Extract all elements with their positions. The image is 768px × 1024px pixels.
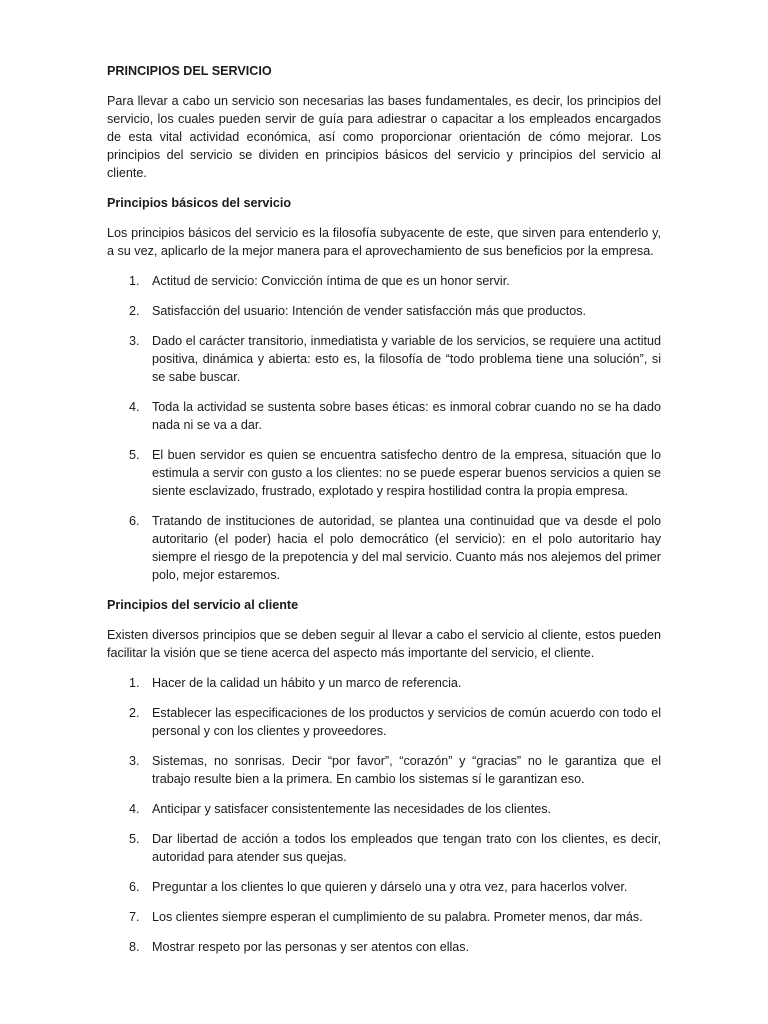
intro-paragraph: Para llevar a cabo un servicio son necesarias las bases fundamentales, es decir, los principios del servicio, los cuales pueden servir de guía para adiestrar o capacitar a los empleados encargados de esta vital actividad económica, así como proporcionar orientación de cómo mejorar. Los principios del servicio se dividen en principios básicos del servicio y principios del servicio al cliente. — [107, 94, 661, 180]
list-item — [107, 446, 661, 500]
list-item — [107, 398, 661, 434]
list-item — [107, 512, 661, 584]
list-item — [107, 830, 661, 866]
list-item-text: El buen servidor es quien se encuentra satisfecho dentro de la empresa, situación que lo estimula a servir con gusto a los clientes: no se puede esperar buenos servicios a quien se siente esclavizado, frustrado, explotado y respira hostilidad contra la propia empresa. — [152, 448, 661, 498]
list-item-number: 3. — [129, 754, 140, 768]
list-item — [107, 272, 661, 290]
list-item-text: Tratando de instituciones de autoridad, se plantea una continuidad que va desde el polo autoritario (el poder) hacia el polo democrático (el servicio): en el polo autoritario hay siempre el riesgo de la prepotencia y del mal servicio. Cuanto más nos alejemos del primer polo, mejor estaremos. — [152, 514, 661, 582]
list-item-number: 4. — [129, 400, 140, 414]
list-item — [107, 332, 661, 386]
list-item-text: Toda la actividad se sustenta sobre bases éticas: es inmoral cobrar cuando no se ha dado nada ni se va a dar. — [152, 400, 661, 432]
list-item — [107, 908, 661, 926]
list-item-text: Dado el carácter transitorio, inmediatista y variable de los servicios, se requiere una actitud positiva, dinámica y abierta: esto es, la filosofía de “todo problema tiene una solución”, si se sabe buscar. — [152, 334, 661, 384]
list-item-number: 1. — [129, 676, 140, 690]
list-item — [107, 302, 661, 320]
list-principios-basicos — [107, 272, 661, 584]
list-item-text: Dar libertad de acción a todos los empleados que tengan trato con los clientes, es decir, autoridad para atender sus quejas. — [152, 832, 661, 864]
document-page — [107, 62, 661, 956]
list-item-number: 2. — [129, 304, 140, 318]
list-item-text: Sistemas, no sonrisas. Decir “por favor”, “corazón” y “gracias” no le garantiza que el trabajo resulte bien a la primera. En cambio los sistemas sí le garantizan eso. — [152, 754, 661, 786]
list-item — [107, 878, 661, 896]
document-title: PRINCIPIOS DEL SERVICIO — [107, 64, 272, 78]
section-paragraph-basicos: Los principios básicos del servicio es la filosofía subyacente de este, que sirven para entenderlo y, a su vez, aplicarlo de la mejor manera para el aprovechamiento de sus beneficios por la empresa. — [107, 226, 661, 258]
list-item — [107, 938, 661, 956]
list-principios-cliente — [107, 674, 661, 956]
list-item-text: Satisfacción del usuario: Intención de vender satisfacción más que productos. — [152, 304, 587, 318]
list-item-text: Preguntar a los clientes lo que quieren y dárselo una y otra vez, para hacerlos volver. — [152, 880, 628, 894]
list-item-number: 5. — [129, 832, 140, 846]
section-paragraph-cliente: Existen diversos principios que se deben seguir al llevar a cabo el servicio al cliente, estos pueden facilitar la visión que se tiene acerca del aspecto más importante del servicio, el cliente. — [107, 628, 661, 660]
list-item — [107, 800, 661, 818]
list-item-number: 1. — [129, 274, 140, 288]
list-item-text: Los clientes siempre esperan el cumplimiento de su palabra. Prometer menos, dar más. — [152, 910, 643, 924]
list-item-text: Actitud de servicio: Convicción íntima de que es un honor servir. — [152, 274, 510, 288]
list-item-number: 8. — [129, 940, 140, 954]
list-item-text: Anticipar y satisfacer consistentemente las necesidades de los clientes. — [152, 802, 552, 816]
list-item — [107, 674, 661, 692]
list-item — [107, 752, 661, 788]
list-item-number: 7. — [129, 910, 140, 924]
list-item-number: 6. — [129, 880, 140, 894]
list-item-text: Hacer de la calidad un hábito y un marco de referencia. — [152, 676, 462, 690]
list-item — [107, 704, 661, 740]
section-heading-cliente: Principios del servicio al cliente — [107, 598, 299, 612]
list-item-number: 3. — [129, 334, 140, 348]
list-item-number: 6. — [129, 514, 140, 528]
section-heading-basicos: Principios básicos del servicio — [107, 196, 292, 210]
list-item-number: 5. — [129, 448, 140, 462]
list-item-number: 2. — [129, 706, 140, 720]
list-item-text: Establecer las especificaciones de los productos y servicios de común acuerdo con todo el personal y con los clientes y proveedores. — [152, 706, 661, 738]
list-item-text: Mostrar respeto por las personas y ser atentos con ellas. — [152, 940, 470, 954]
list-item-number: 4. — [129, 802, 140, 816]
